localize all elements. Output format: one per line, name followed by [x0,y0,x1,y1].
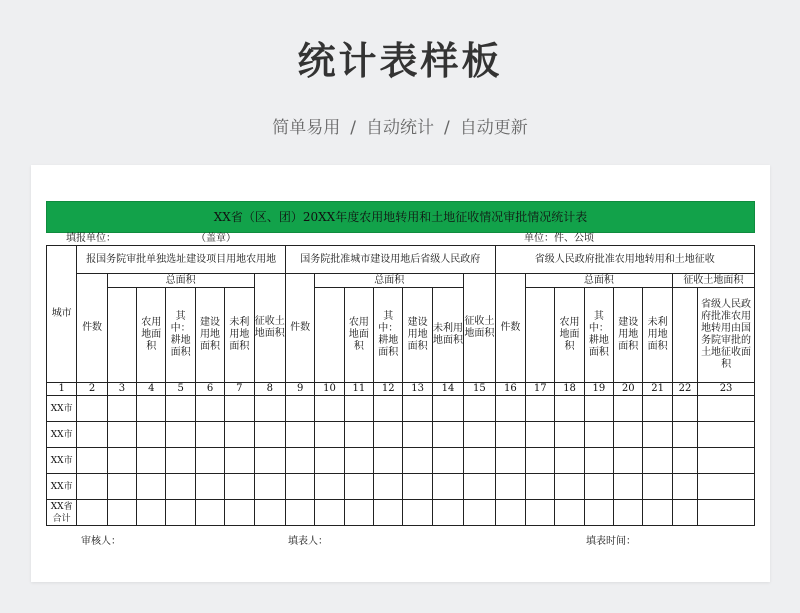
table-cell[interactable] [643,448,672,474]
column-number: 2 [77,383,107,396]
table-cell[interactable] [672,474,697,500]
statistics-sheet [46,201,755,546]
table-cell[interactable] [432,448,463,474]
table-cell[interactable] [555,422,584,448]
table-cell[interactable] [77,500,107,526]
column-number: 11 [344,383,373,396]
table-cell[interactable] [432,422,463,448]
total-blank [526,288,555,383]
table-cell[interactable] [403,396,432,422]
table-cell[interactable] [344,500,373,526]
table-cell[interactable] [555,500,584,526]
unused-area-header: 未利用地面积 [225,288,254,383]
table-cell[interactable] [614,422,643,448]
table-cell[interactable] [107,500,136,526]
table-cell[interactable] [285,396,314,422]
column-number: 6 [195,383,224,396]
table-row [47,396,755,422]
table-cell[interactable] [166,422,195,448]
build-area-header: 建设用地面积 [403,288,432,383]
table-cell[interactable] [432,500,463,526]
table-cell[interactable] [526,448,555,474]
table-cell[interactable] [672,422,697,448]
table-cell[interactable] [254,448,285,474]
table-cell[interactable] [344,422,373,448]
expro-area-header: 征收土地面积 [464,274,495,383]
seal-label: （盖章） [196,233,236,244]
table-cell[interactable] [107,448,136,474]
table-cell[interactable] [584,500,613,526]
unused-area-header: 未利用地面积 [643,288,672,383]
column-number: 3 [107,383,136,396]
table-cell[interactable] [374,396,403,422]
total-blank [315,288,344,383]
column-number: 16 [495,383,525,396]
table-cell[interactable] [464,448,495,474]
table-cell[interactable] [555,396,584,422]
column-number: 13 [403,383,432,396]
row-label: XX市 [47,422,77,448]
fill-time-label: 填表时间： [586,536,636,547]
build-area-header: 建设用地面积 [195,288,224,383]
document-card [31,165,770,582]
unit-label: 单位：件、公顷 [524,233,594,244]
table-cell[interactable] [315,474,344,500]
table-cell[interactable] [584,474,613,500]
total-blank [107,288,136,383]
table-cell[interactable] [137,474,166,500]
column-number: 14 [432,383,463,396]
table-cell[interactable] [137,396,166,422]
table-cell[interactable] [254,422,285,448]
table-cell[interactable] [77,422,107,448]
table-cell[interactable] [698,422,755,448]
farm-area-header: 农用地面积 [344,288,373,383]
table-cell[interactable] [107,422,136,448]
table-cell[interactable] [403,448,432,474]
group-c-header: 省级人民政府批准农用地转用和土地征收 [495,246,754,274]
table-cell[interactable] [464,422,495,448]
table-cell[interactable] [315,422,344,448]
column-number: 1 [47,383,77,396]
table-cell[interactable] [374,474,403,500]
build-area-header: 建设用地面积 [614,288,643,383]
table-cell[interactable] [614,500,643,526]
table-cell[interactable] [495,396,525,422]
table-row [47,474,755,500]
farm-of-which-header: 其中：耕地面积 [584,288,613,383]
table-cell[interactable] [166,448,195,474]
table-cell[interactable] [225,448,254,474]
col-city-header: 城市 [47,246,77,383]
table-cell[interactable] [464,474,495,500]
fill-unit-label: 填报单位： [66,233,116,244]
column-number: 17 [526,383,555,396]
table-row [47,448,755,474]
group-a-header: 报国务院审批单独选址建设项目用地农用地 [77,246,286,274]
page-title: 统计表样板 [297,39,503,83]
table-cell[interactable] [403,500,432,526]
subtitle-separator: / [350,118,356,138]
table-cell[interactable] [254,500,285,526]
table-cell[interactable] [137,500,166,526]
sheet-footer [46,526,755,546]
count-header: 件数 [77,274,107,383]
table-cell[interactable] [698,396,755,422]
table-cell[interactable] [672,500,697,526]
sheet-banner: XX省（区、团）20XX年度农用地转用和土地征收情况审批情况统计表 [46,201,755,233]
column-number: 18 [555,383,584,396]
column-number: 21 [643,383,672,396]
table-cell[interactable] [137,448,166,474]
table-cell[interactable] [107,396,136,422]
table-cell[interactable] [374,500,403,526]
table-cell[interactable] [225,500,254,526]
table-cell[interactable] [698,500,755,526]
table-cell[interactable] [285,474,314,500]
page-subtitle [0,113,800,138]
statistics-table [46,245,755,526]
table-cell[interactable] [195,500,224,526]
expro-area-header: 征收土地面积 [254,274,285,383]
table-row [47,500,755,526]
table-cell[interactable] [643,500,672,526]
sheet-info-row [46,233,755,245]
table-cell[interactable] [166,500,195,526]
column-number: 20 [614,383,643,396]
row-label: XX省合计 [47,500,77,526]
table-cell[interactable] [344,474,373,500]
reviewer-label: 审核人： [81,536,121,547]
table-body [47,396,755,526]
row-label: XX市 [47,474,77,500]
filler-label: 填表人： [288,536,328,547]
column-number: 19 [584,383,613,396]
table-cell[interactable] [495,448,525,474]
table-cell[interactable] [254,396,285,422]
table-cell[interactable] [344,396,373,422]
table-cell[interactable] [495,474,525,500]
farm-of-which-header: 其中：耕地面积 [374,288,403,383]
subtitle-separator: / [444,118,450,138]
table-cell[interactable] [643,474,672,500]
table-cell[interactable] [315,500,344,526]
table-cell[interactable] [614,396,643,422]
column-number: 10 [315,383,344,396]
table-cell[interactable] [584,448,613,474]
total-area-header: 总面积 [526,274,673,288]
table-cell[interactable] [195,448,224,474]
c-extra-header: 省级人民政府批准农用地转用由国务院审批的土地征收面积 [698,288,755,383]
table-cell[interactable] [285,422,314,448]
table-cell[interactable] [495,500,525,526]
farm-area-header: 农用地面积 [137,288,166,383]
table-cell[interactable] [374,448,403,474]
table-cell[interactable] [672,448,697,474]
column-number: 23 [698,383,755,396]
table-cell[interactable] [77,448,107,474]
table-cell[interactable] [166,474,195,500]
table-cell[interactable] [315,448,344,474]
unused-area-header: 未利用地面积 [432,288,463,383]
column-number: 9 [285,383,314,396]
table-cell[interactable] [254,474,285,500]
table-cell[interactable] [225,474,254,500]
table-cell[interactable] [403,422,432,448]
table-cell[interactable] [432,396,463,422]
table-cell[interactable] [166,396,195,422]
table-cell[interactable] [374,422,403,448]
table-cell[interactable] [584,396,613,422]
total-area-header: 总面积 [315,274,464,288]
column-number: 7 [225,383,254,396]
column-number-row [47,383,755,396]
subtitle-item: 自动更新 [459,118,528,138]
table-cell[interactable] [643,396,672,422]
table-cell[interactable] [285,500,314,526]
table-cell[interactable] [614,448,643,474]
table-cell[interactable] [137,422,166,448]
expro-blank [672,288,697,383]
table-cell[interactable] [107,474,136,500]
column-number: 4 [137,383,166,396]
table-cell[interactable] [495,422,525,448]
table-cell[interactable] [285,448,314,474]
table-cell[interactable] [526,396,555,422]
table-cell[interactable] [555,448,584,474]
table-cell[interactable] [77,474,107,500]
table-cell[interactable] [672,396,697,422]
table-cell[interactable] [195,474,224,500]
table-cell[interactable] [555,474,584,500]
table-cell[interactable] [432,474,463,500]
table-cell[interactable] [344,448,373,474]
table-cell[interactable] [698,448,755,474]
count-header: 件数 [285,274,314,383]
table-row [47,422,755,448]
table-cell[interactable] [77,396,107,422]
count-header: 件数 [495,274,525,383]
table-cell[interactable] [195,422,224,448]
column-number: 5 [166,383,195,396]
column-number: 12 [374,383,403,396]
subtitle-item: 自动统计 [366,118,434,138]
table-cell[interactable] [315,396,344,422]
table-cell[interactable] [403,474,432,500]
row-label: XX市 [47,448,77,474]
farm-of-which-header: 其中：耕地面积 [166,288,195,383]
table-cell[interactable] [195,396,224,422]
column-number: 8 [254,383,285,396]
table-cell[interactable] [464,396,495,422]
table-cell[interactable] [584,422,613,448]
column-number: 22 [672,383,697,396]
row-label: XX市 [47,396,77,422]
table-cell[interactable] [225,396,254,422]
subtitle-item: 简单易用 [272,118,341,138]
table-cell[interactable] [643,422,672,448]
table-cell[interactable] [614,474,643,500]
group-b-header: 国务院批准城市建设用地后省级人民政府 [285,246,495,274]
table-cell[interactable] [526,422,555,448]
farm-area-header: 农用地面积 [555,288,584,383]
table-cell[interactable] [225,422,254,448]
total-area-header: 总面积 [107,274,254,288]
table-cell[interactable] [698,474,755,500]
table-cell[interactable] [526,500,555,526]
table-cell[interactable] [526,474,555,500]
expro-group-header: 征收土地面积 [672,274,754,288]
table-cell[interactable] [464,500,495,526]
column-number: 15 [464,383,495,396]
